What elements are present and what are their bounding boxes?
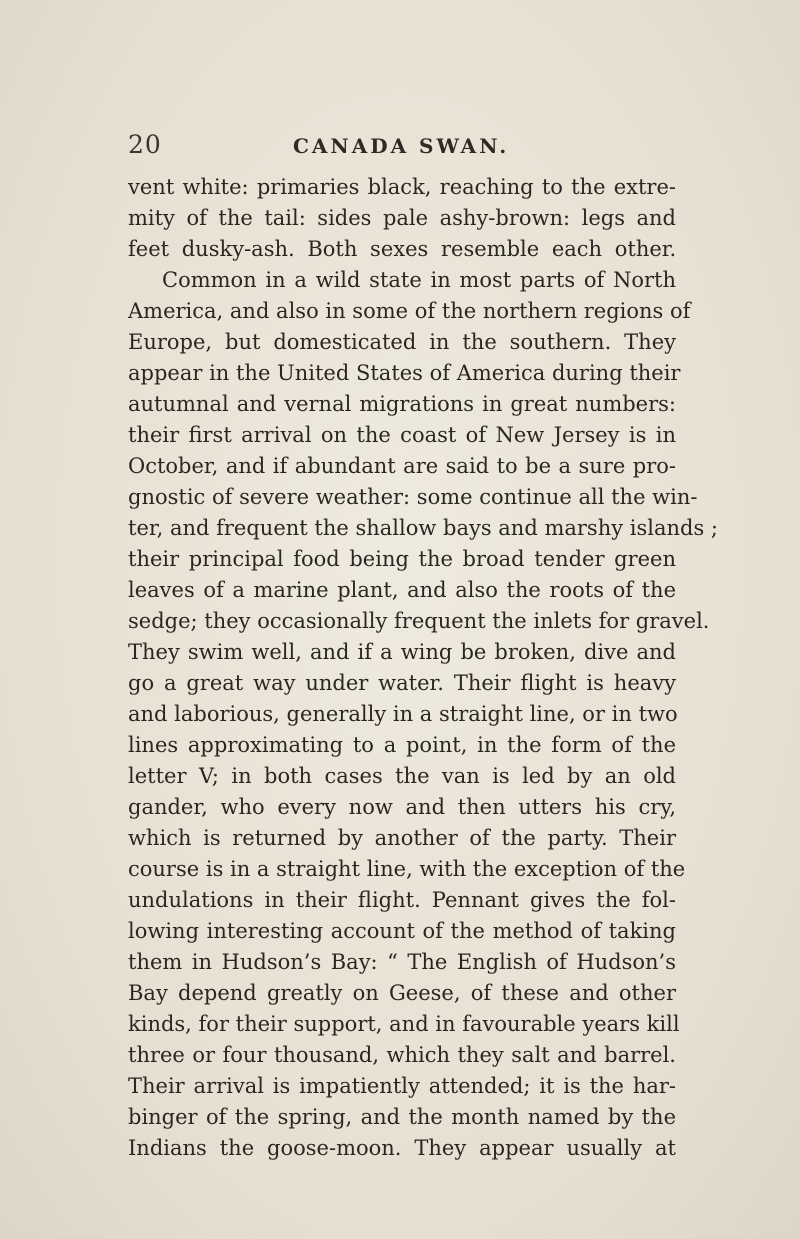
text-line: them in Hudson’s Bay: “ The English of Hudson’s — [128, 950, 676, 974]
text-line: undulations in their flight. Pennant gives the fol- — [128, 888, 676, 912]
text-line: their first arrival on the coast of New Jersey is in — [128, 423, 676, 447]
text-line: course is in a straight line, with the exception of the — [128, 857, 686, 881]
text-line: lowing interesting account of the method of taking — [128, 919, 676, 943]
text-line: America, and also in some of the northern regions of — [128, 299, 691, 323]
text-line: vent white: primaries black, reaching to the extre- — [128, 175, 676, 199]
text-line: autumnal and vernal migrations in great numbers: — [128, 392, 676, 416]
text-line: kinds, for their support, and in favourable years kill — [128, 1012, 680, 1036]
page-header — [128, 126, 688, 166]
text-line: mity of the tail: sides pale ashy-brown: legs and — [128, 206, 676, 230]
text-line: sedge; they occasionally frequent the inlets for gravel. — [128, 609, 710, 633]
text-line: Bay depend greatly on Geese, of these and other — [128, 981, 676, 1005]
text-line: feet dusky-ash. Both sexes resemble each other. — [128, 237, 677, 261]
text-line: leaves of a marine plant, and also the roots of the — [128, 578, 676, 602]
text-line: three or four thousand, which they salt and barrel. — [128, 1043, 676, 1067]
body-text — [128, 172, 718, 1164]
text-line: binger of the spring, and the month named by the — [128, 1105, 676, 1129]
text-line: Their arrival is impatiently attended; it is the har- — [128, 1074, 676, 1098]
text-line: letter V; in both cases the van is led by an old — [128, 764, 676, 788]
text-line: October, and if abundant are said to be a sure pro- — [128, 454, 676, 478]
text-line: gander, who every now and then utters his cry, — [128, 795, 676, 819]
text-line: go a great way under water. Their flight is heavy — [128, 671, 676, 695]
text-line: ter, and frequent the shallow bays and marshy islands ; — [128, 516, 718, 540]
text-line: They swim well, and if a wing be broken, dive and — [128, 640, 676, 664]
text-line: which is returned by another of the party. Their — [128, 826, 676, 850]
text-line: gnostic of severe weather: some continue all the win- — [128, 485, 698, 509]
text-line: appear in the United States of America during their — [128, 361, 681, 385]
page-number: 20 — [128, 130, 162, 159]
text-line: lines approximating to a point, in the form of the — [128, 733, 676, 757]
text-line: and laborious, generally in a straight line, or in two — [128, 702, 678, 726]
text-line: Indians the goose-moon. They appear usually at — [128, 1136, 676, 1160]
text-line: Common in a wild state in most parts of North — [162, 268, 676, 292]
running-head: CANADA SWAN. — [293, 134, 510, 158]
text-line: Europe, but domesticated in the southern. They — [128, 330, 676, 354]
text-line: their principal food being the broad tender green — [128, 547, 676, 571]
